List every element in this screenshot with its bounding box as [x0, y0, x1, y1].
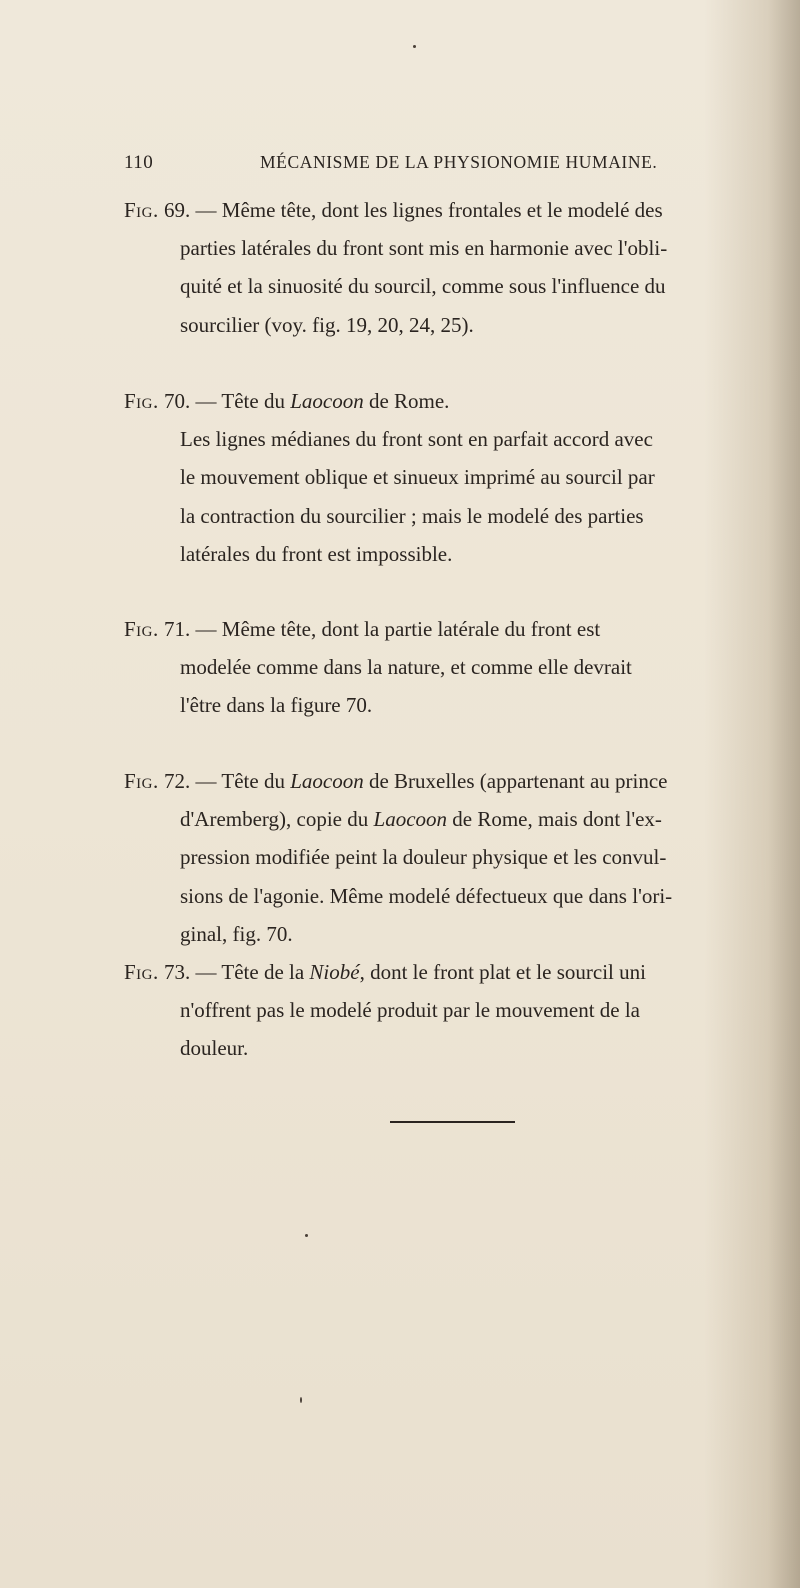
figure-label: Fig.: [124, 389, 159, 413]
caption-line: douleur.: [180, 1036, 249, 1061]
caption-italic: Niobé: [309, 960, 360, 984]
caption-line: [124, 762, 745, 800]
caption-italic: Laocoon: [290, 769, 364, 793]
figure-72-caption: [124, 762, 745, 953]
figure-70-caption: [124, 382, 745, 573]
caption-line: ginal, fig. 70.: [180, 921, 293, 946]
caption-line: l'être dans la figure 70.: [180, 693, 373, 718]
caption-text: de Rome, mais dont l'ex-: [447, 807, 662, 832]
caption-line: latérales du front est impossible.: [180, 541, 453, 566]
caption-line: Les lignes médianes du front sont en parfait accord avec: [180, 427, 653, 452]
caption-line: sourcilier (voy. fig. 19, 20, 24, 25).: [180, 312, 474, 337]
figure-73-caption: [124, 953, 745, 1068]
caption-line: [124, 800, 745, 838]
caption-line: n'offrent pas le modelé produit par le mouvement de la: [180, 998, 641, 1023]
caption-text: d'Aremberg), copie du: [180, 807, 374, 832]
caption-text: , dont le front plat et le sourcil uni: [359, 960, 646, 984]
running-title: MÉCANISME DE LA PHYSIONOMIE HUMAINE.: [260, 152, 658, 172]
figure-label: Fig.: [124, 198, 159, 222]
paper-speck: [413, 45, 416, 48]
paper-speck: [305, 1234, 308, 1237]
caption-line: sions de l'agonie. Même modelé défectueux que dans l'ori-: [180, 883, 673, 908]
caption-line: modelée comme dans la nature, et comme elle devrait: [180, 655, 632, 680]
caption-line: [124, 382, 745, 420]
caption-line: quité et la sinuosité du sourcil, comme sous l'influence du: [180, 274, 666, 299]
paper-speck: [300, 1397, 302, 1403]
caption-line: parties latérales du front sont mis en harmonie avec l'obli-: [180, 236, 668, 261]
figure-71-caption: [124, 610, 745, 725]
caption-text: 69. — Même tête, dont les lignes frontales et le modelé des: [158, 198, 663, 222]
page-number: 110: [124, 152, 154, 173]
caption-text: 70. — Tête du: [158, 389, 291, 413]
caption-italic: Laocoon: [373, 807, 448, 832]
figure-69-caption: [124, 191, 745, 344]
caption-text: de Rome.: [363, 389, 450, 413]
caption-line: la contraction du sourcilier ; mais le modelé des parties: [180, 503, 644, 528]
caption-line: pression modifiée peint la douleur physique et les convul-: [180, 845, 667, 870]
closing-rule: [390, 1121, 515, 1123]
caption-text: 72. — Tête du: [158, 769, 291, 793]
caption-text: 73. — Tête de la: [158, 960, 310, 984]
figure-label: Fig.: [124, 960, 159, 984]
caption-line: le mouvement oblique et sinueux imprimé au sourcil par: [180, 465, 655, 490]
caption-text: de Bruxelles (appartenant au prince: [363, 769, 668, 793]
caption-italic: Laocoon: [290, 389, 364, 413]
caption-line: [124, 191, 745, 229]
figure-label: Fig.: [124, 617, 159, 641]
page-header: [124, 152, 664, 182]
caption-line: [124, 953, 745, 991]
caption-text: 71. — Même tête, dont la partie latérale du front est: [158, 617, 601, 641]
caption-line: [124, 610, 745, 648]
figure-label: Fig.: [124, 769, 159, 793]
